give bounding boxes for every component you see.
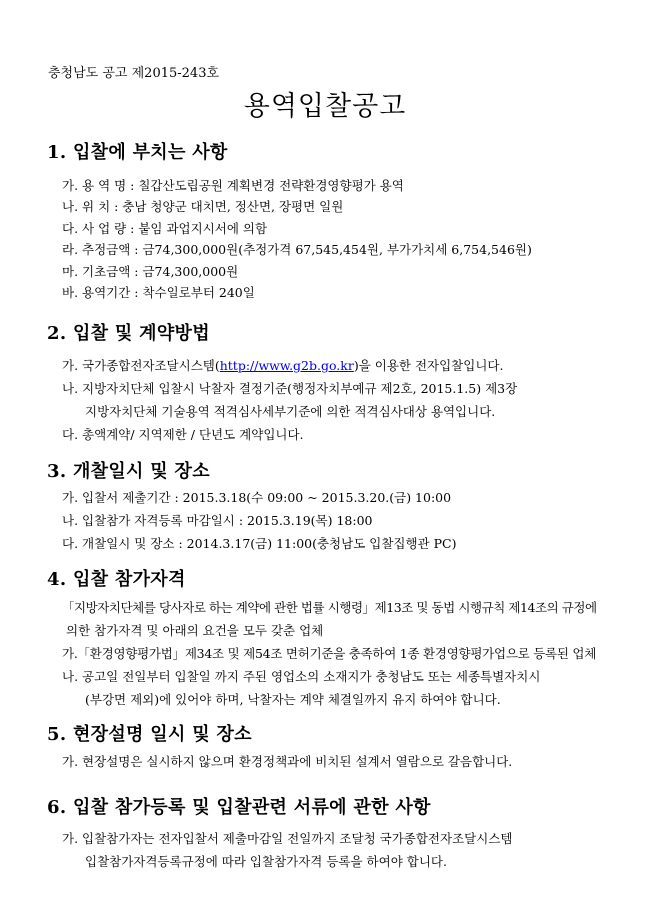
section-6-item-registration: 가. 입찰참가자는 전자입찰서 제출마감일 전일까지 조달청 국가종합전자조달시스템 xyxy=(62,831,513,846)
section-4-item-license: 가.「환경영향평가법」제34조 및 제54조 면허기준을 충족하여 1종 환경영향평가업으로 등록된 업체 xyxy=(62,646,597,661)
section-4-item-location-requirement: 나. 공고일 전일부터 입찰일 까지 주된 영업소의 소재지가 충청남도 또는 세종특별자치시 xyxy=(62,669,541,684)
section-1-item-base-price: 마. 기초금액 : 금74,300,000원 xyxy=(62,264,239,279)
section-5-heading: 5. 현장설명 일시 및 장소 xyxy=(47,724,252,745)
notice-number: 충청남도 공고 제2015-243호 xyxy=(48,66,220,81)
section-2-heading: 2. 입찰 및 계약방법 xyxy=(47,323,210,344)
section-2-item-award-criteria-cont: 지방자치단체 기술용역 적격심사세부기준에 의한 적격심사대상 용역입니다. xyxy=(85,404,496,419)
section-2-item-e-bidding xyxy=(62,356,503,374)
section-6-item-registration-cont: 입찰참가자격등록규정에 따라 입찰참가자격 등록을 하여야 합니다. xyxy=(85,854,447,869)
section-3-item-registration-deadline: 나. 입찰참가 자격등록 마감일시 : 2015.3.19(목) 18:00 xyxy=(62,513,373,528)
section-3-heading: 3. 개찰일시 및 장소 xyxy=(47,461,210,482)
section-4-intro: 「지방자치단체를 당사자로 하는 계약에 관한 법률 시행령」제13조 및 동법 시행규칙 제14조의 규정에 xyxy=(62,600,597,615)
section-4-intro-cont: 의한 참가자격 및 아래의 요건을 모두 갖춘 업체 xyxy=(66,623,324,638)
section-1-heading: 1. 입찰에 부치는 사항 xyxy=(47,142,228,163)
section-1-item-duration: 바. 용역기간 : 착수일로부터 240일 xyxy=(62,285,255,300)
section-1-item-scope: 다. 사 업 량 : 붙임 과업지시서에 의함 xyxy=(62,221,268,236)
section-3-item-submission-period: 가. 입찰서 제출기간 : 2015.3.18(수 09:00 ~ 2015.3.20.(금) 10:00 xyxy=(62,490,452,505)
section-3-item-opening-datetime: 다. 개찰일시 및 장소 : 2014.3.17(금) 11:00(충청남도 입찰집행관 PC) xyxy=(62,536,457,551)
section-6-heading: 6. 입찰 참가등록 및 입찰관련 서류에 관한 사항 xyxy=(47,797,431,818)
section-1-item-service-name: 가. 용 역 명 : 칠갑산도립공원 계획변경 전략환경영향평가 용역 xyxy=(62,178,404,193)
section-1-item-estimated-price: 라. 추정금액 : 금74,300,000원(추정가격 67,545,454원, 부가가치세 6,754,546원) xyxy=(62,242,532,257)
section-2-item-award-criteria: 나. 지방자치단체 입찰시 낙찰자 결정기준(행정자치부예규 제2호, 2015.1.5) 제3장 xyxy=(62,381,518,396)
page-title: 용역입찰공고 xyxy=(243,91,407,122)
section-2-item-contract-type: 다. 총액계약/ 지역제한 / 단년도 계약입니다. xyxy=(62,427,304,442)
section-5-item-site-briefing: 가. 현장설명은 실시하지 않으며 환경정책과에 비치된 설계서 열람으로 갈음합니다. xyxy=(62,754,513,769)
g2b-link[interactable]: http://www.g2b.go.kr xyxy=(219,358,354,373)
section-1-item-location: 나. 위 치 : 충남 청양군 대치면, 정산면, 장평면 일원 xyxy=(62,199,344,214)
e-bidding-text-prefix: 가. 국가종합전자조달시스템( xyxy=(62,358,220,373)
section-4-item-location-requirement-cont: (부강면 제외)에 있어야 하며, 낙찰자는 계약 체결일까지 유지 하여야 합니다. xyxy=(85,692,501,707)
e-bidding-text-suffix: )을 이용한 전자입찰입니다. xyxy=(353,358,504,373)
section-4-heading: 4. 입찰 참가자격 xyxy=(47,569,186,590)
